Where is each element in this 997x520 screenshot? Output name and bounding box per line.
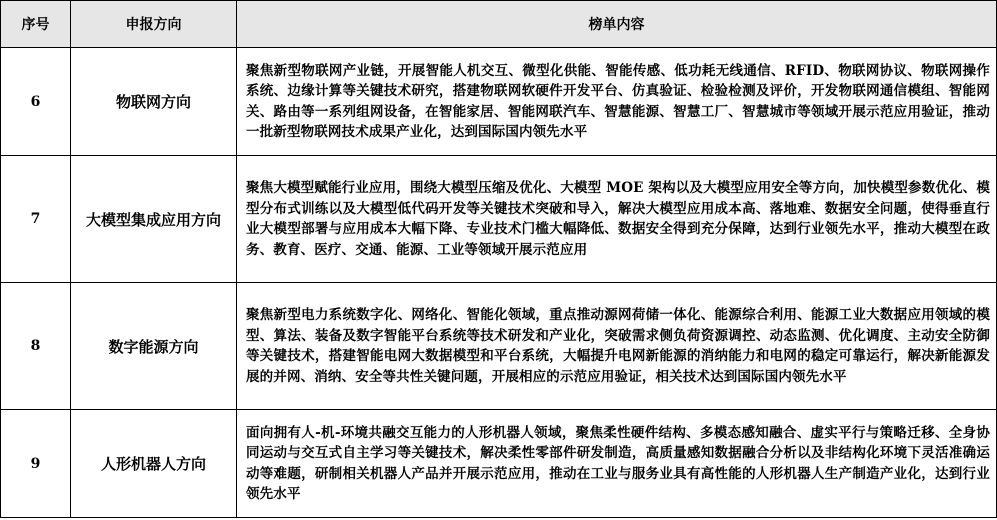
row-direction: 数字能源方向 <box>71 283 237 410</box>
header-direction: 申报方向 <box>71 1 237 48</box>
row-content: 聚焦大模型赋能行业应用，围绕大模型压缩及优化、大模型 MOE 架构以及大模型应用安全等方向，加快模型参数优化、模型分布式训练以及大模型低代码开发等关键技术突破和导入，解决大模型应用成本高、落地难、数据安全问题，使得垂直行业大模型部署与应用成本大幅下降、专业技术门槛大幅降低、数据安全得到充分保障，达到行业领先水平，推动大模型在政务、教育、医疗、交通、能源、工业等领域开展示范应用 <box>237 156 997 283</box>
row-content: 聚焦新型物联网产业链，开展智能人机交互、微型化供能、智能传感、低功耗无线通信、RFID、物联网协议、物联网操作系统、边缘计算等关键技术研究，搭建物联网软硬件开发平台、仿真验证、检验检测及评价，开发物联网通信模组、智能网关、路由等一系列组网设备，在智能家居、智能网联汽车、智慧能源、智慧工厂、智慧城市等领域开展示范应用验证，推动一批新型物联网技术成果产业化，达到国际国内领先水平 <box>237 48 997 156</box>
table-row <box>1 283 997 410</box>
table-header-row <box>1 1 997 48</box>
table-row <box>1 410 997 518</box>
row-direction: 人形机器人方向 <box>71 410 237 518</box>
row-direction: 物联网方向 <box>71 48 237 156</box>
table-row <box>1 48 997 156</box>
row-seq: 7 <box>1 156 71 283</box>
row-seq: 6 <box>1 48 71 156</box>
row-seq: 8 <box>1 283 71 410</box>
row-content: 面向拥有人-机-环境共融交互能力的人形机器人领域，聚焦柔性硬件结构、多模态感知融合、虚实平行与策略迁移、全身协同运动与交互式自主学习等关键技术，解决柔性零部件研发制造，高质量感知数据融合分析以及非结构化环境下灵活准确运动等难题，研制相关机器人产品并开展示范应用，推动在工业与服务业具有高性能的人形机器人生产制造产业化，达到行业领先水平 <box>237 410 997 518</box>
row-content: 聚焦新型电力系统数字化、网络化、智能化领域，重点推动源网荷储一体化、能源综合利用、能源工业大数据应用领域的模型、算法、装备及数字智能平台系统等技术研发和产业化，突破需求侧负荷资源调控、动态监测、优化调度、主动安全防御等关键技术，搭建智能电网大数据模型和平台系统，大幅提升电网新能源的消纳能力和电网的稳定可靠运行，解决新能源发展的并网、消纳、安全等共性关键问题，开展相应的示范应用验证，相关技术达到国际国内领先水平 <box>237 283 997 410</box>
row-seq: 9 <box>1 410 71 518</box>
header-seq: 序号 <box>1 1 71 48</box>
row-direction: 大模型集成应用方向 <box>71 156 237 283</box>
header-content: 榜单内容 <box>237 1 997 48</box>
table-row <box>1 156 997 283</box>
